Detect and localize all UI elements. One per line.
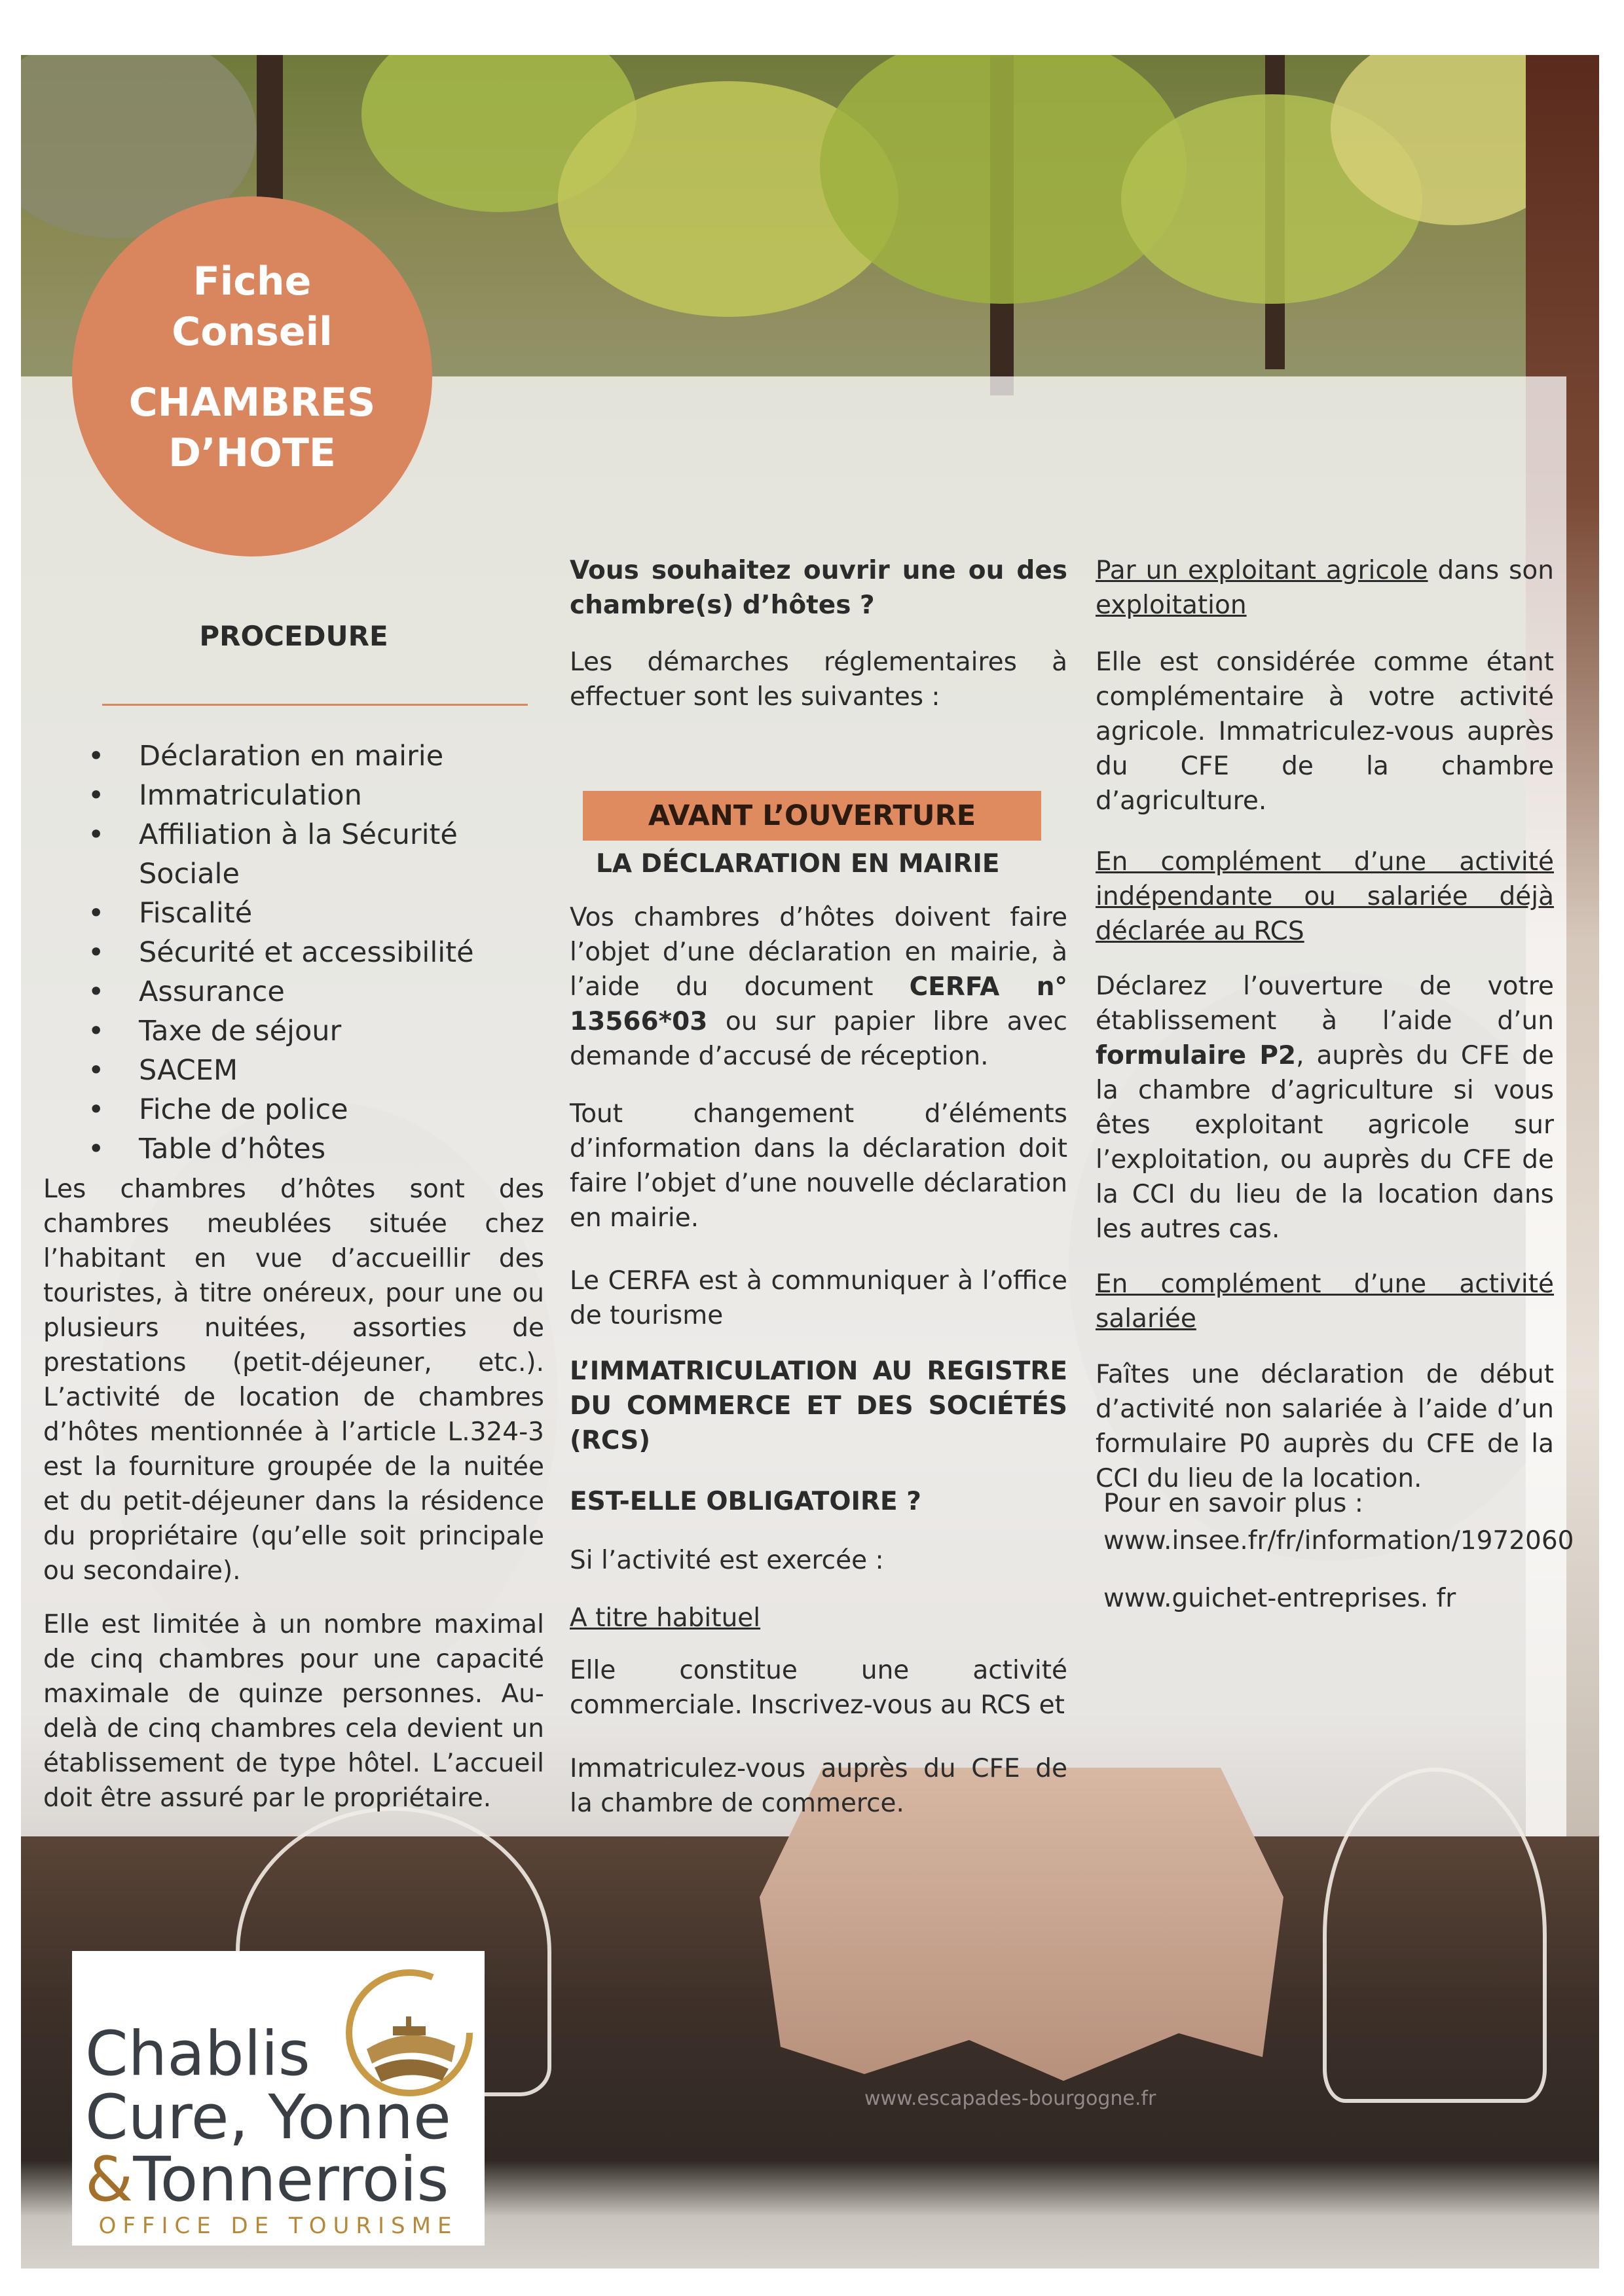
p2-form: formulaire P2 — [1096, 1041, 1297, 1070]
guichet-link[interactable]: www.guichet-entreprises. fr — [1103, 1584, 1456, 1613]
logo-ampersand: & — [85, 2144, 134, 2215]
logo-cure-yonne: Cure, Yonne — [85, 2082, 451, 2153]
cerfa-reference: CERFA n° 13566*03 — [570, 972, 1067, 1036]
agricultural-heading-c: exploitation — [1096, 591, 1247, 620]
obligation-heading: EST-ELLE OBLIGATOIRE ? — [570, 1487, 921, 1516]
declaration-paragraph — [570, 900, 1067, 1074]
declaration-text: Vos chambres d’hôtes doivent faire l’objet d’une déclaration en mairie, à l’aide du document — [570, 903, 1067, 1002]
agricultural-paragraph: Elle est considérée comme étant complémentaire à votre activité agricole. Immatriculez-vous auprès du CFE de la chambre d’agriculture. — [1096, 647, 1554, 816]
p0-paragraph: Faîtes une déclaration de début d’activité non salariée à l’aide d’un formulaire P0 auprès du CFE de la CCI du lieu de la location. — [1096, 1360, 1554, 1493]
photo-watermark: www.escapades-bourgogne.fr — [864, 2087, 1156, 2110]
logo-tonnerrois — [85, 2144, 449, 2215]
vineyard-emblem-icon — [341, 1964, 478, 2102]
condition-paragraph: Si l’activité est exercée : — [570, 1546, 884, 1575]
rcs-heading: L’IMMATRICULATION AU REGISTRE DU COMMERCE ET DES SOCIÉTÉS (RCS) — [570, 1357, 1067, 1455]
procedure-list — [43, 737, 544, 1169]
list-item: • Déclaration en mairie — [43, 737, 544, 776]
list-item: • Table d’hôtes — [43, 1129, 544, 1169]
insee-link[interactable]: www.insee.fr/fr/information/1972060 — [1103, 1526, 1574, 1556]
badge-line-conseil: Conseil — [172, 309, 333, 355]
fiche-conseil-badge — [72, 196, 432, 556]
question-heading: Vous souhaitez ouvrir une ou des chambre(s) d’hôtes ? — [570, 556, 1067, 620]
office-tourisme-logo — [72, 1951, 485, 2246]
p2-paragraph — [1096, 969, 1554, 1247]
declaration-text-end: ou sur papier libre avec demande d’accusé de réception. — [570, 1007, 1067, 1071]
list-item: • Fiche de police — [43, 1090, 544, 1129]
salaried-heading: En complément d’une activité salariée — [1096, 1269, 1554, 1334]
logo-chablis: Chablis — [85, 2018, 310, 2090]
independent-heading: En complément d’une activité indépendante ou salariée déjà déclarée au RCS — [1096, 847, 1554, 946]
registration-paragraph: Immatriculez-vous auprès du CFE de la chambre de commerce. — [570, 1754, 1067, 1818]
badge-line-fiche: Fiche — [193, 259, 312, 304]
limit-paragraph: Elle est limitée à un nombre maximal de cinq chambres pour une capacité maximale de quinze personnes. Au-delà de cinq chambres cela devient un établissement de type hôtel. L’accueil doit être assuré par le propriétaire. — [43, 1610, 544, 1813]
list-item: • Sécurité et accessibilité — [43, 933, 544, 972]
logo-office-de-tourisme: OFFICE DE TOURISME — [98, 2213, 458, 2239]
procedure-divider — [102, 704, 528, 706]
p2-text-end: , auprès du CFE de la chambre d’agriculture si vous êtes exploitant agricole sur l’exploitation, ou auprès du CFE de la CCI du lieu de la location dans les autres cas. — [1096, 1041, 1554, 1244]
list-item: • Assurance — [43, 972, 544, 1011]
logo-tonnerrois-text: Tonnerrois — [133, 2144, 449, 2215]
agricultural-heading-b: dans son — [1428, 556, 1554, 585]
list-item: • Immatriculation — [43, 776, 544, 815]
commercial-paragraph: Elle constitue une activité commerciale. Inscrivez-vous au RCS et — [570, 1656, 1067, 1720]
p2-text: Déclarez l’ouverture de votre établissement à l’aide d’un — [1096, 972, 1554, 1036]
cerfa-paragraph: Le CERFA est à communiquer à l’office de tourisme — [570, 1266, 1067, 1330]
agricultural-heading — [1096, 553, 1554, 623]
avant-ouverture-banner: AVANT L’OUVERTURE — [583, 791, 1041, 841]
list-item: • SACEM — [43, 1051, 544, 1090]
chair-right — [1323, 1768, 1547, 2103]
procedure-title: PROCEDURE — [199, 620, 388, 652]
change-paragraph: Tout changement d’éléments d’information dans la déclaration doit faire l’objet d’une nouvelle déclaration en mairie. — [570, 1099, 1067, 1233]
badge-line-chambres: CHAMBRES — [128, 380, 376, 426]
agricultural-heading-a: Par un exploitant agricole — [1096, 556, 1428, 585]
intro-paragraph: Les démarches réglementaires à effectuer sont les suivantes : — [570, 647, 1067, 712]
list-item: • Affiliation à la Sécurité Sociale — [43, 815, 544, 894]
declaration-heading: LA DÉCLARATION EN MAIRIE — [596, 849, 1000, 879]
badge-line-dhote: D’HOTE — [168, 430, 336, 476]
habitual-heading: A titre habituel — [570, 1603, 761, 1633]
more-info-label: Pour en savoir plus : — [1103, 1489, 1363, 1518]
definition-paragraph: Les chambres d’hôtes sont des chambres meublées située chez l’habitant en vue d’accueillir des touristes, à titre onéreux, pour une ou plusieurs nuitées, assorties de prestations (petit-déjeuner, etc.). L’activité de location de chambres d’hôtes mentionnée à l’article L.324-3 est la fourniture groupée de la nuitée et du petit-déjeuner dans la résidence du propriétaire (qu’elle soit principale ou secondaire). — [43, 1175, 544, 1586]
list-item: • Fiscalité — [43, 894, 544, 933]
list-item: • Taxe de séjour — [43, 1011, 544, 1051]
